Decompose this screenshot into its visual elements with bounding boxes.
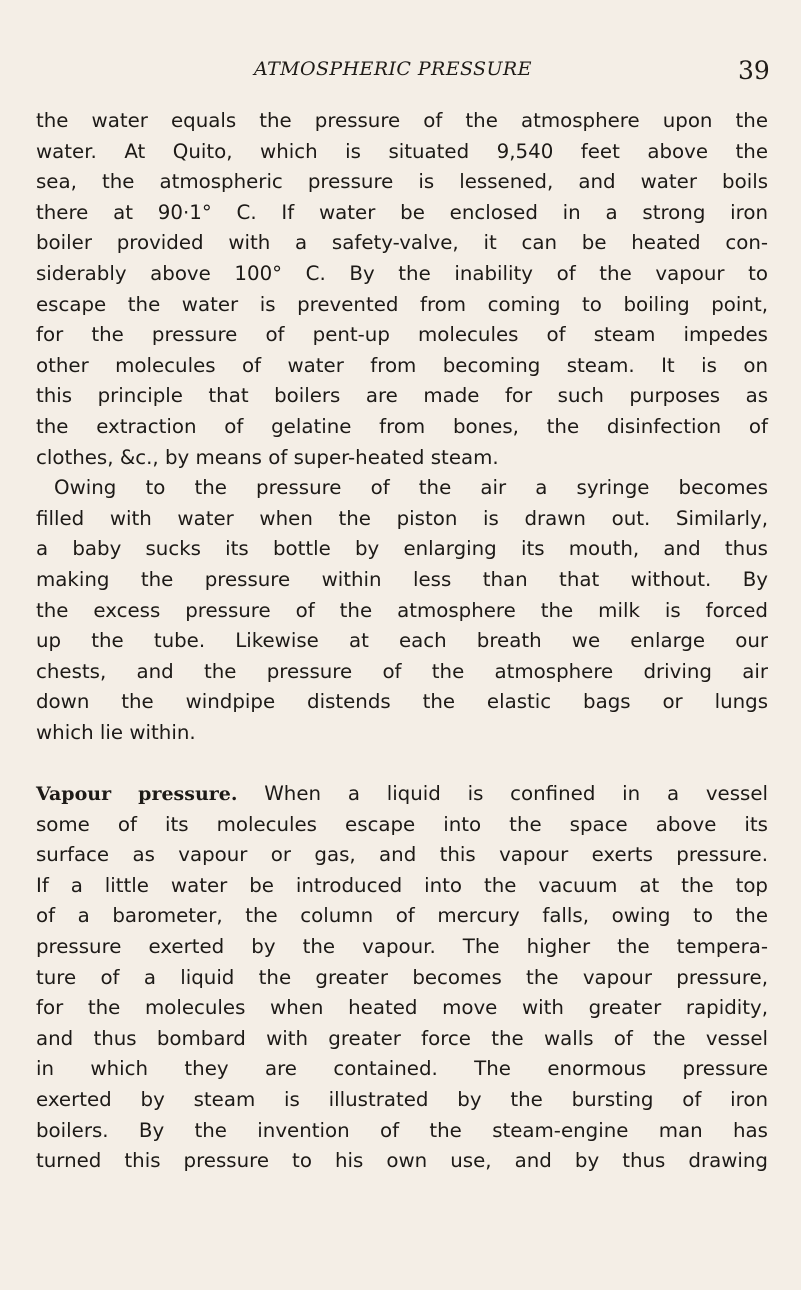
text-line: If a little water be introduced into the vacuum at the top <box>36 873 768 897</box>
text-line: exerted by steam is illustrated by the bursting of iron <box>36 1088 768 1111</box>
text-line: for the pressure of pent-up molecules of steam impedes <box>36 323 768 347</box>
text-line: boiler provided with a safety-valve, it can be heated con- <box>36 231 768 255</box>
running-head-title: ATMOSPHERIC PRESSURE <box>254 58 532 80</box>
running-head <box>0 58 801 94</box>
text-line: turned this pressure to his own use, and by thus drawing <box>36 1149 768 1173</box>
text-line: Owing to the pressure of the air a syringe becomes <box>54 476 768 500</box>
text-line: up the tube. Likewise at each breath we enlarge our <box>36 629 768 653</box>
text-line: there at 90·1° C. If water be enclosed in a strong iron <box>36 200 768 224</box>
text-line: the extraction of gelatine from bones, the disinfection of <box>36 414 768 438</box>
text-line: chests, and the pressure of the atmosphere driving air <box>36 659 768 683</box>
text-line: surface as vapour or gas, and this vapour exerts pressure. <box>36 843 768 867</box>
text-line: this principle that boilers are made for such purposes as <box>36 384 768 408</box>
page-number: 39 <box>738 56 770 85</box>
body-text <box>36 106 768 1177</box>
text-line: and thus bombard with greater force the walls of the vessel <box>36 1026 768 1050</box>
text-line: a baby sucks its bottle by enlarging its mouth, and thus <box>36 537 768 561</box>
paragraph-gap <box>36 748 768 779</box>
text-line: pressure exerted by the vapour. The higher the tempera- <box>36 935 768 959</box>
text-line: in which they are contained. The enormous pressure <box>36 1057 768 1081</box>
section-heading: Vapour pressure. <box>36 783 238 806</box>
text-line: clothes, &c., by means of super-heated steam. <box>36 445 499 469</box>
text-line: making the pressure within less than that without. By <box>36 567 768 591</box>
text-line: boilers. By the invention of the steam-engine man has <box>36 1118 768 1142</box>
text-line: ture of a liquid the greater becomes the vapour pressure, <box>36 965 768 989</box>
text-line: filled with water when the piston is drawn out. Similarly, <box>36 506 768 530</box>
text-line: which lie within. <box>36 720 196 744</box>
text-line: some of its molecules escape into the space above its <box>36 812 768 836</box>
text-run: When a liquid is confined in a vessel <box>264 782 768 806</box>
text-line: sea, the atmospheric pressure is lessened, and water boils <box>36 170 768 194</box>
text-line: the excess pressure of the atmosphere the milk is forced <box>36 598 768 622</box>
text-line: the water equals the pressure of the atmosphere upon the <box>36 109 768 132</box>
text-line: water. At Quito, which is situated 9,540 feet above the <box>36 139 768 163</box>
text-line: siderably above 100° C. By the inability of the vapour to <box>36 261 768 285</box>
text-line: for the molecules when heated move with greater rapidity, <box>36 996 768 1020</box>
text-line: down the windpipe distends the elastic bags or lungs <box>36 690 768 714</box>
text-line <box>36 779 768 810</box>
text-line: other molecules of water from becoming steam. It is on <box>36 353 768 377</box>
text-line: of a barometer, the column of mercury falls, owing to the <box>36 904 768 928</box>
text-line: escape the water is prevented from coming to boiling point, <box>36 292 768 316</box>
